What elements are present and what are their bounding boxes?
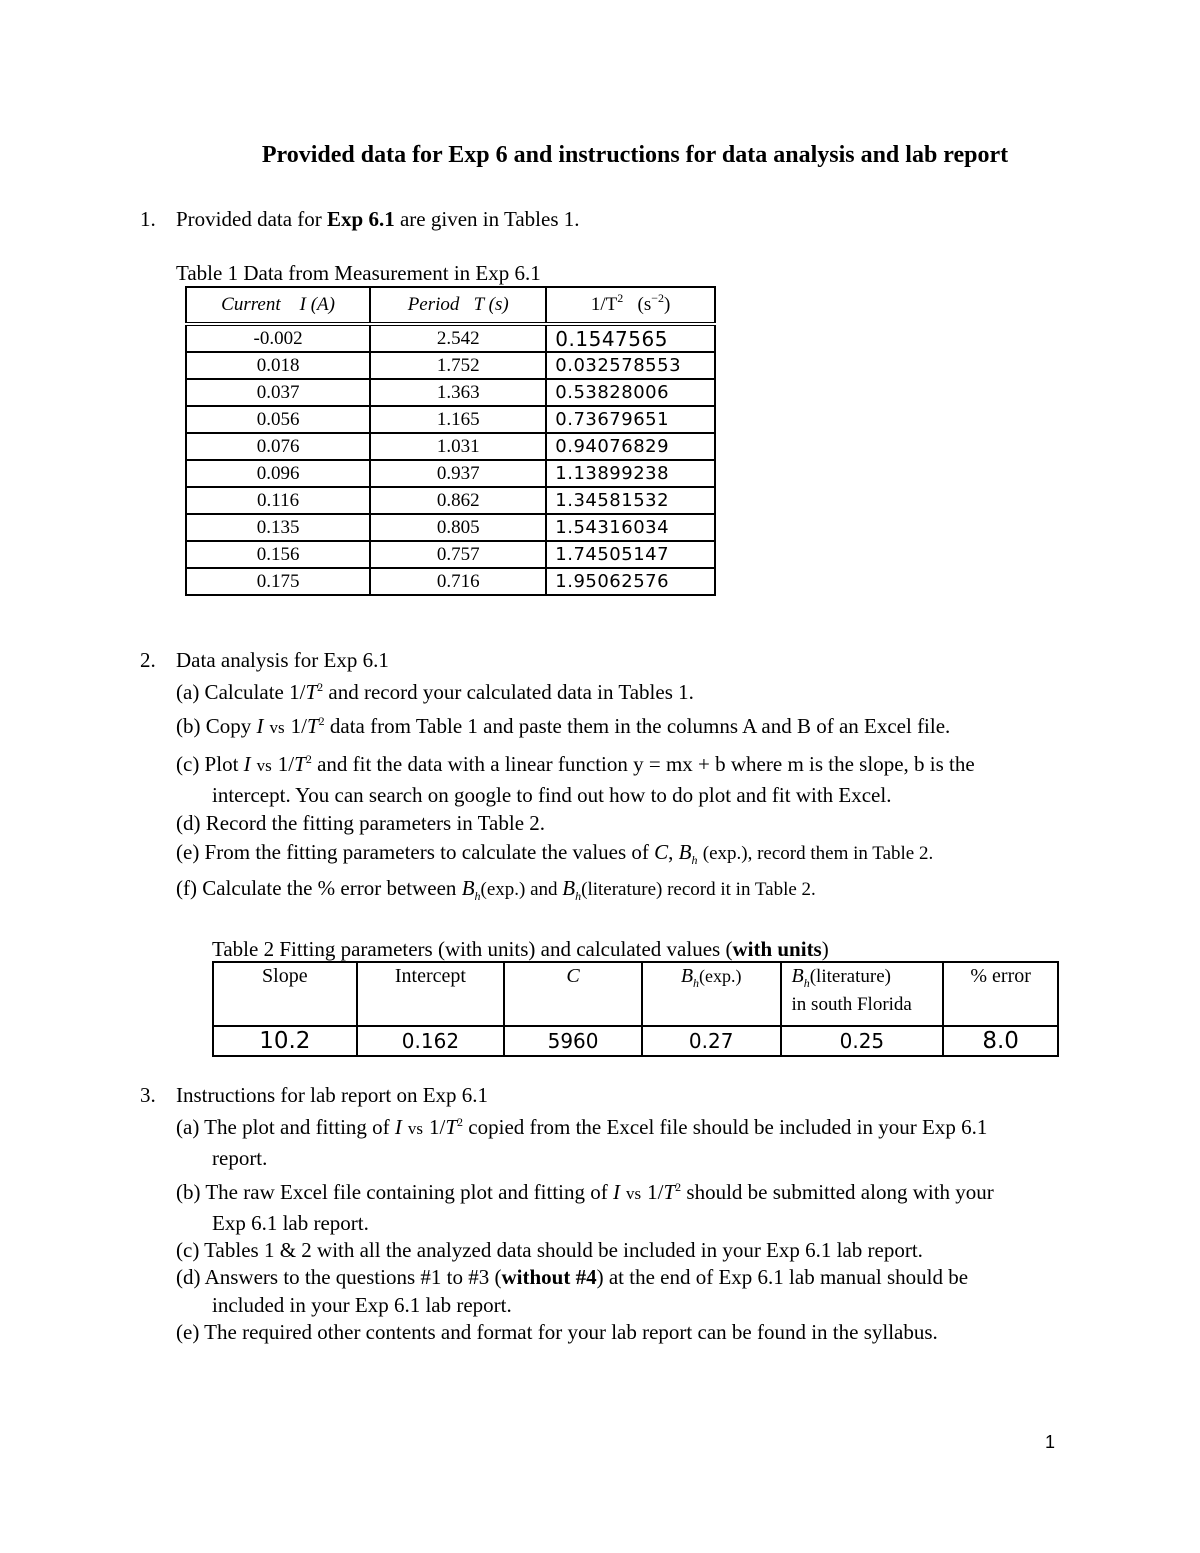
section-1-text <box>176 206 580 232</box>
math-h: h <box>575 889 582 903</box>
item-e-pre: (e) From the fitting parameters to calculate the values of <box>176 840 655 864</box>
math-b: B <box>680 965 694 987</box>
item-a-post: copied from the Excel file should be included in your Exp 6.1 <box>463 1115 988 1139</box>
value-error: 8.0 <box>943 1026 1058 1056</box>
math-sq: 2 <box>317 680 324 694</box>
math-h: h <box>691 853 698 867</box>
math-i: I <box>243 752 251 776</box>
math-sq: 2 <box>675 1180 682 1194</box>
cell-current: 0.037 <box>186 379 370 406</box>
section-2-item-d: (d) Record the fitting parameters in Table 2. <box>176 811 546 835</box>
math-vs: vs <box>407 1119 424 1138</box>
table-row <box>186 541 715 568</box>
math-i: I <box>256 714 264 738</box>
cell-period: 1.031 <box>370 433 546 460</box>
math-b: B <box>678 840 692 864</box>
item-d-post: ) at the end of Exp 6.1 lab manual should be <box>596 1265 969 1289</box>
table-1 <box>185 286 716 596</box>
math-i: I <box>612 1180 620 1204</box>
cell-current: 0.175 <box>186 568 370 595</box>
section-1-text-post: are given in Tables 1. <box>394 207 580 231</box>
cell-period: 0.805 <box>370 514 546 541</box>
item-a-post: and record your calculated data in Tables 1. <box>323 680 694 704</box>
table-2-value-row <box>213 1026 1058 1056</box>
header-inv-label: 1/T <box>590 294 618 315</box>
item-c-post: and fit the data with a linear function y = mx + b where m is the slope, b is the <box>311 752 975 776</box>
cell-inverse-square-handwritten: 1.34581532 <box>546 487 715 514</box>
item-d-bold: without #4 <box>501 1265 597 1289</box>
cell-inverse-square-handwritten: 1.95062576 <box>546 568 715 595</box>
header-inv-unit-close: ) <box>664 294 671 315</box>
table-row <box>186 352 715 379</box>
cell-inverse-square-handwritten: 1.74505147 <box>546 541 715 568</box>
math-b: B <box>791 965 804 987</box>
math-one-over: 1/ <box>647 1180 664 1204</box>
page-number: 1 <box>1045 1432 1056 1452</box>
cell-inverse-square-handwritten: 1.13899238 <box>546 460 715 487</box>
section-3-item-c: (c) Tables 1 & 2 with all the analyzed data should be included in your Exp 6.1 lab report. <box>176 1238 923 1262</box>
table-2-caption-post: ) <box>821 937 829 961</box>
table-row <box>186 487 715 514</box>
math-t: T <box>663 1180 676 1204</box>
table-2-caption-bold: with units <box>732 937 822 961</box>
table-1-header-row <box>186 287 715 324</box>
cell-current: 0.056 <box>186 406 370 433</box>
header-inv-unit: (s <box>637 294 652 315</box>
value-bh-exp: 0.27 <box>642 1026 781 1056</box>
section-3-item-d-line2: included in your Exp 6.1 lab report. <box>212 1293 512 1317</box>
table-2-header-row <box>213 962 1058 1026</box>
section-1-text-pre: Provided data for <box>176 207 328 231</box>
section-1-text-bold: Exp 6.1 <box>327 207 395 231</box>
math-h: h <box>474 889 481 903</box>
table-row <box>186 460 715 487</box>
header-bh-lit-line2: in south Florida <box>791 994 912 1015</box>
item-b-post: should be submitted along with your <box>681 1180 994 1204</box>
math-t: T <box>306 714 319 738</box>
cell-period: 0.716 <box>370 568 546 595</box>
header-c: C <box>504 962 642 1026</box>
item-b-pre: (b) The raw Excel file containing plot and fitting of <box>176 1180 613 1204</box>
section-3-item-a <box>176 1114 987 1142</box>
section-2-item-f <box>176 875 816 903</box>
header-period-label: Period <box>407 294 460 315</box>
header-current-unit: I (A) <box>299 294 335 315</box>
cell-inverse-square-handwritten: 1.54316034 <box>546 514 715 541</box>
table-row <box>186 433 715 460</box>
cell-current: 0.096 <box>186 460 370 487</box>
header-period-unit: T (s) <box>473 294 509 315</box>
cell-inverse-square-handwritten: 0.1547565 <box>546 324 715 352</box>
math-sq: 2 <box>305 752 312 766</box>
cell-current: 0.018 <box>186 352 370 379</box>
section-3-item-a-line2: report. <box>212 1146 268 1170</box>
item-e-post: (exp.), record them in Table 2. <box>702 843 934 864</box>
cell-inverse-square-handwritten: 0.032578553 <box>546 352 715 379</box>
cell-inverse-square-handwritten: 0.73679651 <box>546 406 715 433</box>
cell-inverse-square-handwritten: 0.94076829 <box>546 433 715 460</box>
math-one-over: 1/ <box>290 714 307 738</box>
table-2 <box>212 961 1059 1057</box>
math-t: T <box>305 680 318 704</box>
section-1-number: 1. <box>140 207 156 231</box>
header-bh-exp <box>642 962 781 1026</box>
section-2-heading: Data analysis for Exp 6.1 <box>176 648 389 672</box>
section-3-item-e: (e) The required other contents and format for your lab report can be found in the syllabus. <box>176 1320 938 1344</box>
header-bh-exp-label: (exp.) <box>699 966 742 986</box>
math-b: B <box>461 876 475 900</box>
item-c-pre: (c) Plot <box>176 752 244 776</box>
math-one-over: 1/ <box>277 752 295 776</box>
page-title: Provided data for Exp 6 and instructions for data analysis and lab report <box>261 142 1009 168</box>
header-error: % error <box>943 962 1058 1026</box>
table-2-caption-pre: Table 2 Fitting parameters (with units) and calculated values ( <box>212 937 733 961</box>
table-row <box>186 324 715 352</box>
math-t: T <box>445 1115 458 1139</box>
section-2-item-c-line2: intercept. You can search on google to find out how to do plot and fit with Excel. <box>212 783 892 807</box>
section-3-item-d <box>176 1264 968 1290</box>
table-row <box>186 514 715 541</box>
table-1-header-inverse-square <box>546 287 715 324</box>
cell-period: 2.542 <box>370 324 546 352</box>
cell-current: 0.116 <box>186 487 370 514</box>
cell-period: 0.862 <box>370 487 546 514</box>
section-2-item-c <box>176 751 975 779</box>
section-2-item-b <box>176 713 950 741</box>
item-d-pre: (d) Answers to the questions #1 to #3 ( <box>176 1265 502 1289</box>
math-comma: , <box>668 840 674 864</box>
header-slope: Slope <box>213 962 357 1026</box>
math-vs: vs <box>269 718 285 737</box>
table-row <box>186 568 715 595</box>
table-1-header-period <box>370 287 546 324</box>
math-h: h <box>803 976 810 990</box>
item-f-pre: (f) Calculate the % error between <box>176 876 462 900</box>
section-3-item-b-line2: Exp 6.1 lab report. <box>212 1211 369 1235</box>
item-f-post: (literature) record it in Table 2. <box>581 879 816 900</box>
math-b: B <box>562 876 576 900</box>
math-one-over: 1/ <box>429 1115 446 1139</box>
item-f-mid: (exp.) and <box>480 879 563 900</box>
math-c: C <box>654 840 669 864</box>
section-3-item-b <box>176 1179 994 1207</box>
value-c: 5960 <box>504 1026 642 1056</box>
cell-current: -0.002 <box>186 324 370 352</box>
value-slope: 10.2 <box>213 1026 357 1056</box>
header-intercept: Intercept <box>357 962 505 1026</box>
math-sq: 2 <box>457 1115 464 1129</box>
cell-current: 0.135 <box>186 514 370 541</box>
cell-current: 0.156 <box>186 541 370 568</box>
math-vs: vs <box>256 756 272 775</box>
section-3-number: 3. <box>140 1083 156 1107</box>
header-inv-unit-exp: −2 <box>651 291 665 305</box>
item-a-pre: (a) The plot and fitting of <box>176 1115 395 1139</box>
math-h: h <box>693 976 700 990</box>
item-a-pre: (a) Calculate <box>176 680 290 704</box>
value-intercept: 0.162 <box>357 1026 505 1056</box>
table-row <box>186 379 715 406</box>
math-sq: 2 <box>318 714 325 728</box>
value-bh-literature: 0.25 <box>781 1026 944 1056</box>
section-2-number: 2. <box>140 648 156 672</box>
table-1-caption: Table 1 Data from Measurement in Exp 6.1 <box>176 261 541 285</box>
cell-period: 1.165 <box>370 406 546 433</box>
math-i: I <box>394 1115 402 1139</box>
header-current-label: Current <box>221 294 281 315</box>
section-3-heading: Instructions for lab report on Exp 6.1 <box>176 1083 489 1107</box>
table-1-header-current <box>186 287 370 324</box>
cell-current: 0.076 <box>186 433 370 460</box>
math-vs: vs <box>625 1184 642 1203</box>
header-bh-literature <box>781 962 944 1026</box>
math-one-over: 1/ <box>289 680 306 704</box>
header-bh-lit-label: (literature) <box>809 966 891 987</box>
section-2-item-a <box>176 679 694 705</box>
section-2-item-e <box>176 839 933 867</box>
item-b-post: data from Table 1 and paste them in the columns A and B of an Excel file. <box>324 714 951 738</box>
header-inv-exp: 2 <box>617 291 624 305</box>
table-2-caption <box>212 937 829 961</box>
table-row <box>186 406 715 433</box>
cell-inverse-square-handwritten: 0.53828006 <box>546 379 715 406</box>
cell-period: 1.752 <box>370 352 546 379</box>
math-t: T <box>294 752 306 776</box>
cell-period: 1.363 <box>370 379 546 406</box>
item-b-pre: (b) Copy <box>176 714 257 738</box>
cell-period: 0.757 <box>370 541 546 568</box>
cell-period: 0.937 <box>370 460 546 487</box>
